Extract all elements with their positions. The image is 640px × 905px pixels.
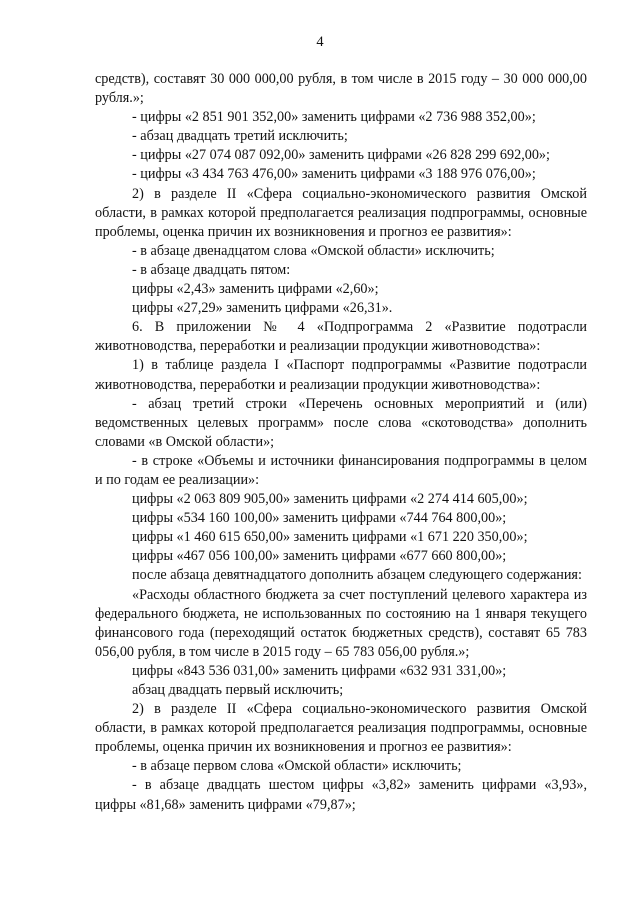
document-paragraph: цифры «534 160 100,00» заменить цифрами «744 764 800,00»; [132, 510, 507, 527]
document-paragraph: «Расходы областного бюджета за счет поступлений целевого характера из федерального бюджета, не использованных по состоянию на 1 января текущего финансового года (переходящий остаток бюджетных средств), составят 65 783 056,00 рубля, в том числе в 2015 году – 65 783 056,00 рубля.»; [95, 586, 587, 660]
document-paragraph: после абзаца девятнадцатого дополнить абзацем следующего содержания: [132, 567, 582, 584]
document-paragraph: - в абзаце двадцать пятом: [132, 261, 291, 278]
document-paragraph: цифры «27,29» заменить цифрами «26,31». [132, 300, 393, 317]
document-paragraph: 2) в разделе II «Сфера социально-экономического развития Омской области, в рамках которой предполагается реализация подпрограммы, основные проблемы, оценка причин их возникновения и прогноз ее развития»: [95, 701, 587, 756]
document-body [95, 70, 587, 815]
document-paragraph: - цифры «27 074 087 092,00» заменить цифрами «26 828 299 692,00»; [132, 147, 550, 164]
document-paragraph: цифры «843 536 031,00» заменить цифрами «632 931 331,00»; [132, 662, 507, 679]
document-paragraph: - цифры «2 851 901 352,00» заменить цифрами «2 736 988 352,00»; [132, 109, 536, 126]
document-paragraph: - в абзаце двенадцатом слова «Омской области» исключить; [132, 242, 495, 259]
document-paragraph: цифры «467 056 100,00» заменить цифрами «677 660 800,00»; [132, 548, 507, 565]
document-paragraph: - в абзаце первом слова «Омской области» исключить; [132, 758, 462, 775]
document-paragraph: 6. В приложении № 4 «Подпрограмма 2 «Развитие подотрасли животноводства, переработки и реализации продукции животноводства»: [95, 319, 587, 355]
document-paragraph: 1) в таблице раздела I «Паспорт подпрограммы «Развитие подотрасли животноводства, переработки и реализации продукции животноводства»: [95, 357, 587, 393]
document-paragraph: цифры «2,43» заменить цифрами «2,60»; [132, 281, 379, 298]
document-paragraph: абзац двадцать первый исключить; [132, 682, 344, 698]
document-paragraph: - в абзаце двадцать шестом цифры «3,82» заменить цифрами «3,93», цифры «81,68» заменить цифрами «79,87»; [95, 777, 587, 813]
page-number: 4 [316, 34, 324, 50]
document-paragraph: - цифры «3 434 763 476,00» заменить цифрами «3 188 976 076,00»; [132, 166, 536, 183]
document-paragraph: цифры «1 460 615 650,00» заменить цифрами «1 671 220 350,00»; [132, 529, 528, 546]
document-paragraph: средств), составят 30 000 000,00 рубля, в том числе в 2015 году – 30 000 000,00 рубля.»; [95, 71, 587, 107]
document-paragraph: 2) в разделе II «Сфера социально-экономического развития Омской области, в рамках которой предполагается реализация подпрограммы, основные проблемы, оценка причин их возникновения и прогноз ее развития»: [95, 185, 587, 240]
document-paragraph: - абзац третий строки «Перечень основных мероприятий и (или) ведомственных целевых программ» после слова «скотоводства» дополнить словами «в Омской области»; [95, 395, 587, 450]
document-paragraph: - абзац двадцать третий исключить; [132, 128, 348, 145]
document-paragraph: - в строке «Объемы и источники финансирования подпрограммы в целом и по годам ее реализации»: [95, 452, 587, 488]
document-paragraph: цифры «2 063 809 905,00» заменить цифрами «2 274 414 605,00»; [132, 491, 528, 508]
